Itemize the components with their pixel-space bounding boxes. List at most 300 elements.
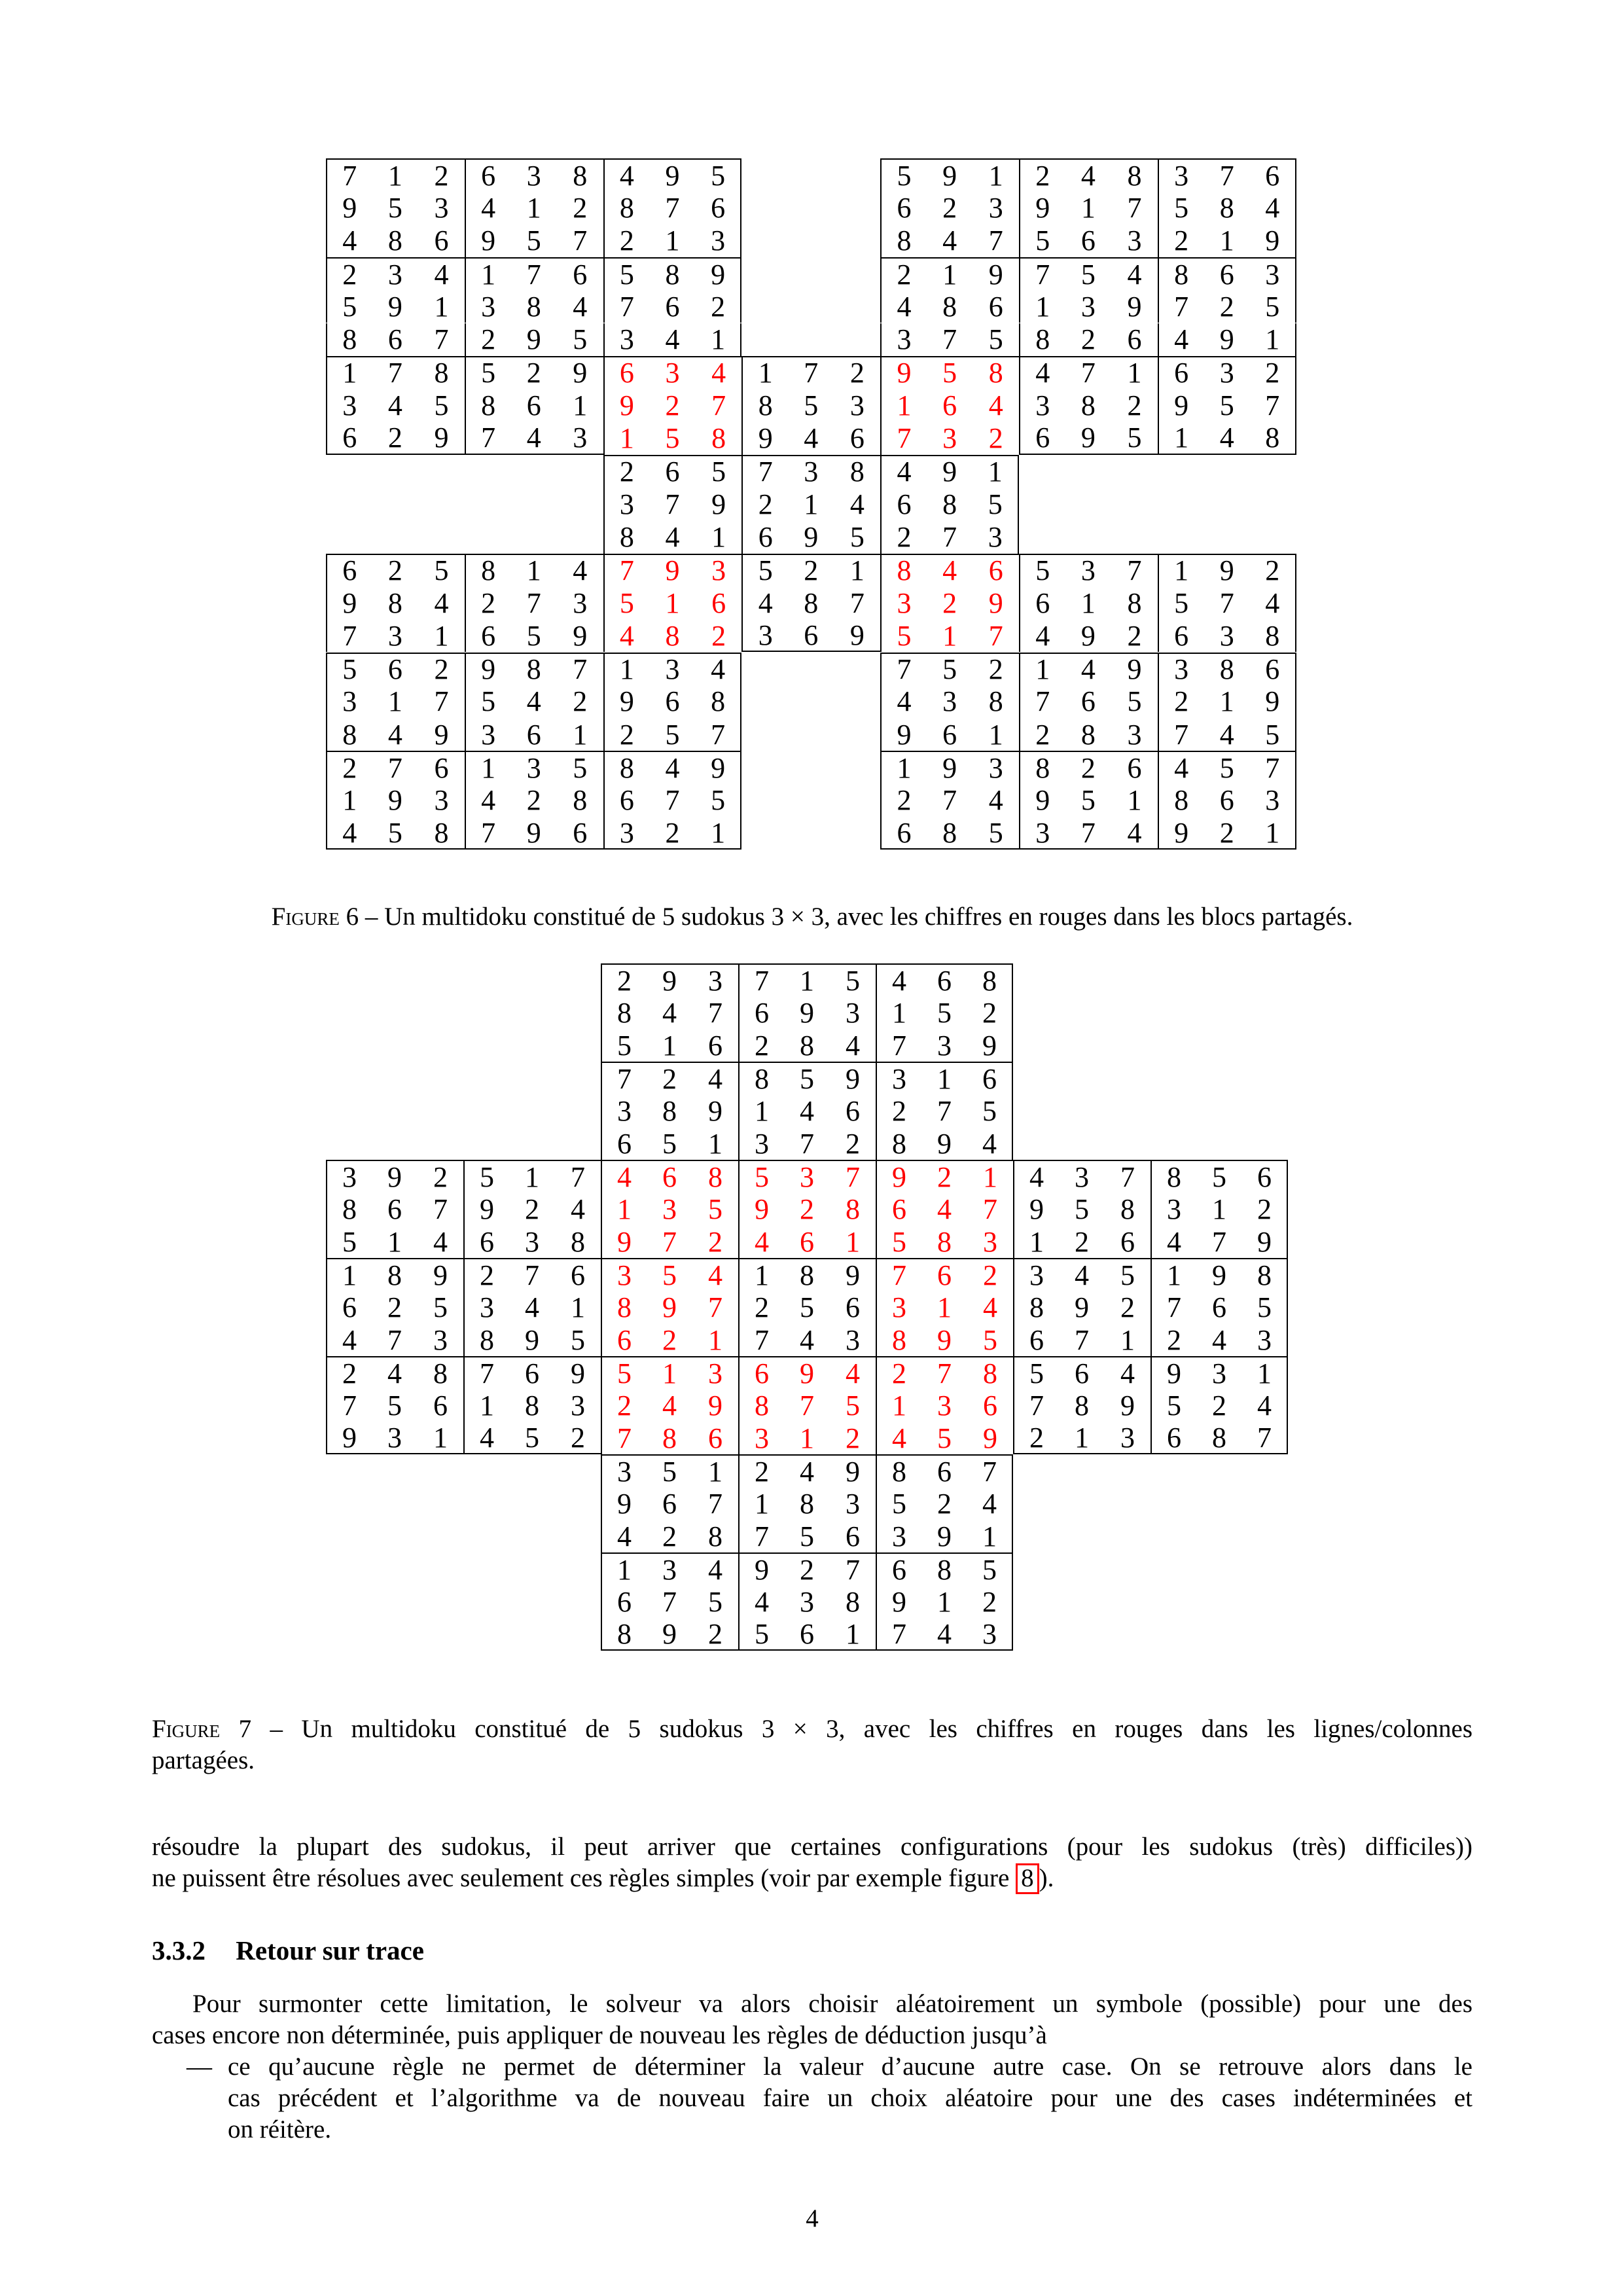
sudoku-cell: 9 — [876, 1585, 921, 1618]
sudoku-cell: 6 — [1212, 1291, 1226, 1323]
sudoku-cell: 6 — [1204, 257, 1250, 290]
sudoku-cell: 1 — [988, 718, 1003, 751]
sudoku-cell: 9 — [326, 586, 372, 619]
sudoku-cell: 9 — [880, 718, 927, 751]
sudoku-cell: 3 — [876, 1520, 921, 1552]
sudoku-cell: 6 — [601, 1323, 647, 1356]
sudoku-cell: 3 — [880, 586, 927, 619]
sudoku-cell: 3 — [557, 422, 603, 454]
sudoku-cell: 9 — [1019, 784, 1065, 817]
sudoku-cell: 3 — [1019, 817, 1065, 850]
sudoku-cell: 1 — [967, 1160, 1013, 1193]
sudoku-cell: 7 — [800, 1389, 814, 1422]
sudoku-cell: 8 — [800, 1487, 814, 1520]
sudoku-cell: 2 — [326, 257, 372, 290]
sudoku-cell: 4 — [880, 290, 927, 323]
sudoku-cell: 7 — [1158, 718, 1204, 751]
sudoku-cell: 9 — [555, 1356, 601, 1389]
sudoku-cell: 9 — [696, 751, 742, 783]
sudoku-cell: 4 — [372, 1356, 418, 1389]
sudoku-cell: 3 — [1105, 1422, 1150, 1454]
sudoku-cell: 5 — [662, 1127, 677, 1160]
sudoku-cell: 3 — [1242, 1323, 1288, 1356]
sudoku-cell: 9 — [876, 1160, 921, 1193]
sudoku-cell: 5 — [326, 290, 372, 323]
sudoku-cell: 3 — [465, 290, 511, 323]
sudoku-cell: 4 — [603, 158, 650, 191]
body-paragraph2-line1: Pour surmonter cette limitation, le solveur va alors choisir aléatoirement un symbole (possible) pour une des — [192, 1990, 1472, 2018]
sudoku-cell: 4 — [665, 323, 680, 356]
sudoku-cell: 2 — [465, 323, 511, 356]
sudoku-cell: 3 — [942, 422, 957, 455]
sudoku-cell: 9 — [601, 1225, 647, 1258]
sudoku-cell: 3 — [972, 751, 1019, 783]
sudoku-cell: 7 — [800, 1127, 814, 1160]
sudoku-cell: 7 — [603, 554, 650, 586]
subsection-title: Retour sur trace — [236, 1935, 424, 1965]
sudoku-cell: 3 — [1150, 1193, 1196, 1225]
sudoku-cell: 9 — [649, 158, 696, 191]
sudoku-cell: 7 — [557, 653, 603, 685]
sudoku-cell: 6 — [1250, 653, 1296, 685]
sudoku-cell: 7 — [662, 1225, 677, 1258]
sudoku-cell: 7 — [526, 586, 541, 619]
sudoku-cell: 2 — [555, 1422, 601, 1454]
sudoku-cell: 8 — [1158, 784, 1204, 817]
sudoku-cell: 2 — [1242, 1193, 1288, 1225]
sudoku-cell: 6 — [1059, 1356, 1105, 1389]
sudoku-cell: 2 — [1127, 389, 1142, 422]
sudoku-cell: 8 — [876, 1323, 921, 1356]
sudoku-cell: 5 — [800, 1520, 814, 1552]
sudoku-cell: 6 — [601, 1127, 647, 1160]
sudoku-cell: 2 — [1075, 1225, 1089, 1258]
sudoku-cell: 8 — [1019, 323, 1065, 356]
sudoku-cell: 6 — [1242, 1160, 1288, 1193]
sudoku-cell: 3 — [1219, 619, 1234, 652]
sudoku-cell: 2 — [647, 1062, 692, 1094]
sudoku-cell: 5 — [665, 422, 680, 455]
figure7-caption-separator: – — [270, 1715, 283, 1743]
sudoku-cell: 4 — [1019, 356, 1065, 389]
sudoku-cell: 2 — [846, 1127, 860, 1160]
sudoku-cell: 3 — [983, 1225, 997, 1258]
sudoku-cell: 5 — [647, 1258, 692, 1291]
sudoku-cell: 3 — [1196, 1356, 1242, 1389]
sudoku-cell: 3 — [603, 323, 650, 356]
sudoku-cell: 8 — [1250, 619, 1296, 652]
sudoku-cell: 3 — [662, 1193, 677, 1225]
sudoku-cell: 8 — [1080, 389, 1096, 422]
sudoku-cell: 4 — [387, 389, 402, 422]
sudoku-cell: 2 — [692, 1618, 738, 1651]
sudoku-cell: 2 — [1127, 619, 1142, 652]
sudoku-cell: 5 — [509, 1422, 555, 1454]
sudoku-cell: 3 — [1019, 389, 1065, 422]
sudoku-cell: 2 — [880, 257, 927, 290]
sudoku-cell: 2 — [387, 1291, 402, 1323]
sudoku-cell: 9 — [830, 1454, 876, 1487]
sudoku-cell: 8 — [1075, 1389, 1089, 1422]
sudoku-cell: 6 — [972, 554, 1019, 586]
sudoku-cell: 1 — [1059, 1422, 1105, 1454]
sudoku-cell: 9 — [326, 1422, 372, 1454]
sudoku-cell: 2 — [603, 718, 650, 751]
sudoku-cell: 9 — [830, 1062, 876, 1094]
sudoku-cell: 4 — [738, 1225, 784, 1258]
sudoku-cell: 1 — [1111, 356, 1158, 389]
sudoku-cell: 9 — [465, 224, 511, 257]
sudoku-cell: 4 — [1065, 158, 1112, 191]
sudoku-cell: 4 — [880, 455, 927, 488]
sudoku-cell: 8 — [876, 1454, 921, 1487]
sudoku-cell: 7 — [1212, 1225, 1226, 1258]
sudoku-cell: 7 — [942, 784, 957, 817]
sudoku-cell: 9 — [649, 554, 696, 586]
sudoku-cell: 7 — [1250, 751, 1296, 783]
sudoku-cell: 1 — [418, 1422, 463, 1454]
sudoku-cell: 8 — [463, 1323, 509, 1356]
sudoku-cell: 9 — [1127, 290, 1142, 323]
sudoku-cell: 3 — [741, 619, 788, 652]
sudoku-cell: 3 — [1158, 158, 1204, 191]
sudoku-cell: 9 — [603, 389, 650, 422]
sudoku-cell: 5 — [1127, 685, 1142, 718]
figure6-caption-text: Un multidoku constitué de 5 sudokus 3 × 3, avec les chiffres en rouges dans les blocs partagés. — [384, 903, 1353, 931]
sudoku-cell: 2 — [1019, 718, 1065, 751]
sudoku-cell: 2 — [738, 1291, 784, 1323]
sudoku-cell: 6 — [738, 996, 784, 1029]
sudoku-cell: 6 — [738, 1356, 784, 1389]
sudoku-cell: 4 — [967, 1127, 1013, 1160]
sudoku-cell: 5 — [1080, 784, 1096, 817]
sudoku-cell: 1 — [326, 356, 372, 389]
sudoku-cell: 3 — [784, 1160, 830, 1193]
sudoku-cell: 7 — [463, 1356, 509, 1389]
sudoku-cell: 8 — [557, 158, 603, 191]
sudoku-cell: 7 — [696, 718, 742, 751]
sudoku-cell: 4 — [937, 1193, 952, 1225]
sudoku-cell: 7 — [876, 1029, 921, 1062]
sudoku-cell: 4 — [525, 1291, 539, 1323]
sudoku-cell: 9 — [983, 1422, 997, 1454]
sudoku-cell: 8 — [372, 1258, 418, 1291]
sudoku-cell: 4 — [665, 520, 680, 553]
sudoku-cell: 9 — [937, 1520, 952, 1552]
sudoku-cell: 3 — [696, 224, 742, 257]
figure-8-link[interactable]: 8 — [1016, 1863, 1039, 1894]
sudoku-cell: 6 — [921, 1454, 967, 1487]
sudoku-cell: 2 — [738, 1029, 784, 1062]
sudoku-cell: 9 — [937, 1323, 952, 1356]
sudoku-cell: 3 — [738, 1422, 784, 1454]
sudoku-cell: 9 — [526, 323, 541, 356]
sudoku-cell: 4 — [465, 191, 511, 224]
sudoku-cell: 2 — [967, 1585, 1013, 1618]
sudoku-cell: 1 — [434, 619, 449, 652]
sudoku-cell: 5 — [1111, 422, 1158, 454]
sudoku-cell: 2 — [603, 455, 650, 488]
sudoku-cell: 4 — [876, 963, 921, 996]
sudoku-cell: 8 — [1242, 1258, 1288, 1291]
sudoku-cell: 8 — [927, 817, 973, 850]
sudoku-cell: 1 — [711, 520, 726, 553]
sudoku-cell: 6 — [846, 1291, 860, 1323]
sudoku-cell: 6 — [880, 817, 927, 850]
sudoku-cell: 4 — [418, 257, 465, 290]
sudoku-cell: 2 — [846, 1422, 860, 1454]
sudoku-cell: 4 — [804, 422, 819, 455]
sudoku-cell: 6 — [1013, 1323, 1059, 1356]
sudoku-cell: 7 — [1204, 158, 1250, 191]
list-item-dash: — — [187, 2053, 212, 2081]
sudoku-cell: 1 — [1127, 784, 1142, 817]
sudoku-cell: 3 — [846, 1487, 860, 1520]
sudoku-cell: 4 — [921, 1618, 967, 1651]
body-paragraph1-line2-end: ). — [1039, 1864, 1054, 1892]
sudoku-cell: 6 — [603, 784, 650, 817]
sudoku-cell: 8 — [510, 653, 557, 685]
sudoku-cell: 7 — [921, 1356, 967, 1389]
sudoku-cell: 7 — [326, 619, 372, 652]
sudoku-cell: 9 — [830, 1258, 876, 1291]
sudoku-cell: 4 — [696, 653, 742, 685]
sudoku-cell: 5 — [937, 996, 952, 1029]
sudoku-cell: 5 — [804, 389, 819, 422]
sudoku-cell: 2 — [463, 1258, 509, 1291]
sudoku-cell: 9 — [1075, 1291, 1089, 1323]
sudoku-cell: 1 — [372, 158, 419, 191]
sudoku-cell: 5 — [601, 1356, 647, 1389]
sudoku-cell: 6 — [849, 422, 865, 455]
sudoku-cell: 2 — [573, 191, 588, 224]
sudoku-cell: 8 — [1127, 586, 1142, 619]
sudoku-cell: 5 — [741, 554, 788, 586]
sudoku-cell: 1 — [800, 1422, 814, 1454]
sudoku-cell: 5 — [738, 1618, 784, 1651]
sudoku-cell: 1 — [1013, 1225, 1059, 1258]
sudoku-cell: 7 — [465, 817, 511, 850]
sudoku-cell: 9 — [557, 356, 603, 389]
sudoku-cell: 8 — [696, 685, 742, 718]
sudoku-cell: 1 — [1212, 1193, 1226, 1225]
sudoku-cell: 2 — [1219, 290, 1234, 323]
sudoku-cell: 4 — [433, 1225, 448, 1258]
sudoku-cell: 2 — [1158, 224, 1204, 257]
sudoku-cell: 5 — [557, 751, 603, 783]
page-number: 4 — [806, 2204, 819, 2233]
sudoku-cell: 8 — [738, 1062, 784, 1094]
sudoku-cell: 1 — [696, 323, 742, 356]
sudoku-cell: 4 — [1158, 751, 1204, 783]
sudoku-cell: 4 — [849, 488, 865, 520]
sudoku-cell: 2 — [967, 996, 1013, 1029]
sudoku-cell: 3 — [846, 996, 860, 1029]
sudoku-cell: 8 — [1196, 1422, 1242, 1454]
sudoku-cell: 3 — [1158, 653, 1204, 685]
sudoku-cell: 2 — [876, 1094, 921, 1127]
sudoku-cell: 7 — [326, 158, 372, 191]
sudoku-cell: 2 — [738, 1454, 784, 1487]
sudoku-cell: 3 — [876, 1291, 921, 1323]
sudoku-cell: 6 — [1158, 619, 1204, 652]
sudoku-cell: 5 — [708, 1193, 722, 1225]
sudoku-cell: 4 — [526, 685, 541, 718]
sudoku-cell: 2 — [967, 1258, 1013, 1291]
sudoku-cell: 7 — [937, 1094, 952, 1127]
sudoku-cell: 6 — [555, 1258, 601, 1291]
sudoku-cell: 2 — [372, 422, 419, 454]
sudoku-cell: 5 — [784, 1062, 830, 1094]
figure6-caption-label: Figure 6 — [271, 903, 359, 931]
sudoku-cell: 2 — [573, 685, 588, 718]
sudoku-cell: 2 — [880, 520, 927, 553]
sudoku-cell: 6 — [387, 1193, 402, 1225]
sudoku-cell: 2 — [418, 158, 465, 191]
sudoku-cell: 7 — [738, 1323, 784, 1356]
sudoku-cell: 5 — [372, 817, 419, 850]
sudoku-cell: 9 — [1158, 389, 1204, 422]
sudoku-cell: 1 — [326, 1258, 372, 1291]
sudoku-cell: 4 — [1212, 1323, 1226, 1356]
sudoku-cell: 5 — [1075, 1193, 1089, 1225]
sudoku-cell: 5 — [696, 158, 742, 191]
sudoku-cell: 4 — [1111, 257, 1158, 290]
sudoku-cell: 5 — [967, 1552, 1013, 1585]
sudoku-cell: 5 — [665, 718, 680, 751]
sudoku-cell: 6 — [942, 718, 957, 751]
sudoku-cell: 2 — [465, 586, 511, 619]
sudoku-cell: 1 — [509, 1160, 555, 1193]
sudoku-cell: 7 — [849, 586, 865, 619]
sudoku-cell: 6 — [665, 290, 680, 323]
sudoku-cell: 2 — [1158, 685, 1204, 718]
sudoku-cell: 2 — [1065, 751, 1112, 783]
sudoku-cell: 9 — [972, 257, 1019, 290]
sudoku-cell: 5 — [526, 224, 541, 257]
sudoku-cell: 2 — [372, 554, 419, 586]
sudoku-cell: 1 — [573, 389, 588, 422]
sudoku-cell: 2 — [1212, 1389, 1226, 1422]
sudoku-cell: 4 — [692, 1062, 738, 1094]
sudoku-cell: 7 — [988, 619, 1003, 652]
sudoku-cell: 6 — [372, 653, 419, 685]
sudoku-cell: 5 — [1019, 224, 1065, 257]
sudoku-cell: 6 — [967, 1062, 1013, 1094]
sudoku-cell: 1 — [967, 1520, 1013, 1552]
sudoku-cell: 2 — [972, 653, 1019, 685]
sudoku-cell: 7 — [708, 1487, 722, 1520]
sudoku-cell: 3 — [601, 1454, 647, 1487]
sudoku-cell: 7 — [555, 1160, 601, 1193]
sudoku-cell: 7 — [1065, 356, 1112, 389]
sudoku-cell: 4 — [1242, 1389, 1288, 1422]
sudoku-cell: 1 — [972, 455, 1019, 488]
sudoku-cell: 6 — [708, 1029, 722, 1062]
sudoku-cell: 7 — [708, 996, 722, 1029]
sudoku-cell: 9 — [573, 619, 588, 652]
sudoku-cell: 9 — [708, 1094, 722, 1127]
sudoku-cell: 7 — [372, 751, 419, 783]
sudoku-cell: 6 — [433, 1389, 448, 1422]
sudoku-cell: 8 — [967, 963, 1013, 996]
sudoku-cell: 7 — [433, 1193, 448, 1225]
sudoku-cell: 1 — [1120, 1323, 1135, 1356]
sudoku-cell: 5 — [830, 963, 876, 996]
sudoku-cell: 2 — [880, 784, 927, 817]
sudoku-cell: 9 — [738, 1193, 784, 1225]
sudoku-cell: 7 — [880, 653, 927, 685]
sudoku-cell: 6 — [741, 520, 788, 553]
sudoku-cell: 2 — [662, 1323, 677, 1356]
sudoku-cell: 1 — [738, 1094, 784, 1127]
sudoku-cell: 1 — [937, 1585, 952, 1618]
sudoku-cell: 8 — [665, 619, 680, 652]
sudoku-cell: 2 — [800, 1193, 814, 1225]
sudoku-cell: 8 — [387, 224, 402, 257]
sudoku-cell: 5 — [846, 1389, 860, 1422]
sudoku-cell: 2 — [1150, 1323, 1196, 1356]
sudoku-cell: 7 — [1019, 685, 1065, 718]
sudoku-cell: 8 — [800, 1029, 814, 1062]
sudoku-cell: 1 — [696, 817, 742, 850]
sudoku-cell: 1 — [708, 1323, 722, 1356]
sudoku-cell: 9 — [741, 422, 788, 454]
sudoku-cell: 8 — [1204, 653, 1250, 685]
sudoku-cell: 5 — [880, 619, 927, 652]
sudoku-cell: 6 — [557, 817, 603, 850]
sudoku-cell: 2 — [510, 356, 557, 389]
sudoku-cell: 1 — [927, 257, 973, 290]
sudoku-cell: 5 — [1250, 718, 1296, 751]
sudoku-cell: 2 — [1250, 356, 1296, 389]
sudoku-cell: 8 — [418, 1356, 463, 1389]
sudoku-cell: 9 — [525, 1323, 539, 1356]
sudoku-cell: 1 — [1150, 1258, 1196, 1291]
sudoku-cell: 5 — [1219, 389, 1234, 422]
sudoku-cell: 4 — [326, 1323, 372, 1356]
sudoku-cell: 9 — [662, 1291, 677, 1323]
sudoku-cell: 7 — [665, 191, 680, 224]
sudoku-cell: 4 — [387, 718, 402, 751]
sudoku-cell: 9 — [927, 158, 973, 191]
sudoku-cell: 1 — [1080, 191, 1096, 224]
sudoku-cell: 6 — [788, 619, 834, 652]
sudoku-cell: 4 — [326, 224, 372, 257]
sudoku-cell: 6 — [1150, 1422, 1196, 1454]
figure7-caption-text: Un multidoku constitué de 5 sudokus 3 × 3, avec les chiffres en rouges dans les lignes/colonnes — [301, 1715, 1472, 1743]
sudoku-cell: 5 — [1158, 191, 1204, 224]
sudoku-cell: 5 — [1242, 1291, 1288, 1323]
sudoku-cell: 8 — [525, 1389, 539, 1422]
sudoku-cell: 2 — [942, 191, 957, 224]
sudoku-cell: 8 — [326, 323, 372, 356]
sudoku-cell: 6 — [603, 356, 650, 389]
sudoku-cell: 7 — [876, 1618, 921, 1651]
sudoku-cell: 1 — [1158, 422, 1204, 454]
sudoku-cell: 7 — [603, 290, 650, 323]
sudoku-cell: 4 — [465, 784, 511, 817]
sudoku-cell: 3 — [463, 1291, 509, 1323]
sudoku-cell: 5 — [927, 653, 973, 685]
sudoku-cell: 6 — [509, 1356, 555, 1389]
sudoku-cell: 4 — [1111, 817, 1158, 850]
sudoku-cell: 5 — [800, 1291, 814, 1323]
sudoku-cell: 8 — [326, 718, 372, 751]
sudoku-cell: 9 — [603, 685, 650, 718]
sudoku-cell: 7 — [1150, 1291, 1196, 1323]
sudoku-cell: 6 — [983, 1389, 997, 1422]
